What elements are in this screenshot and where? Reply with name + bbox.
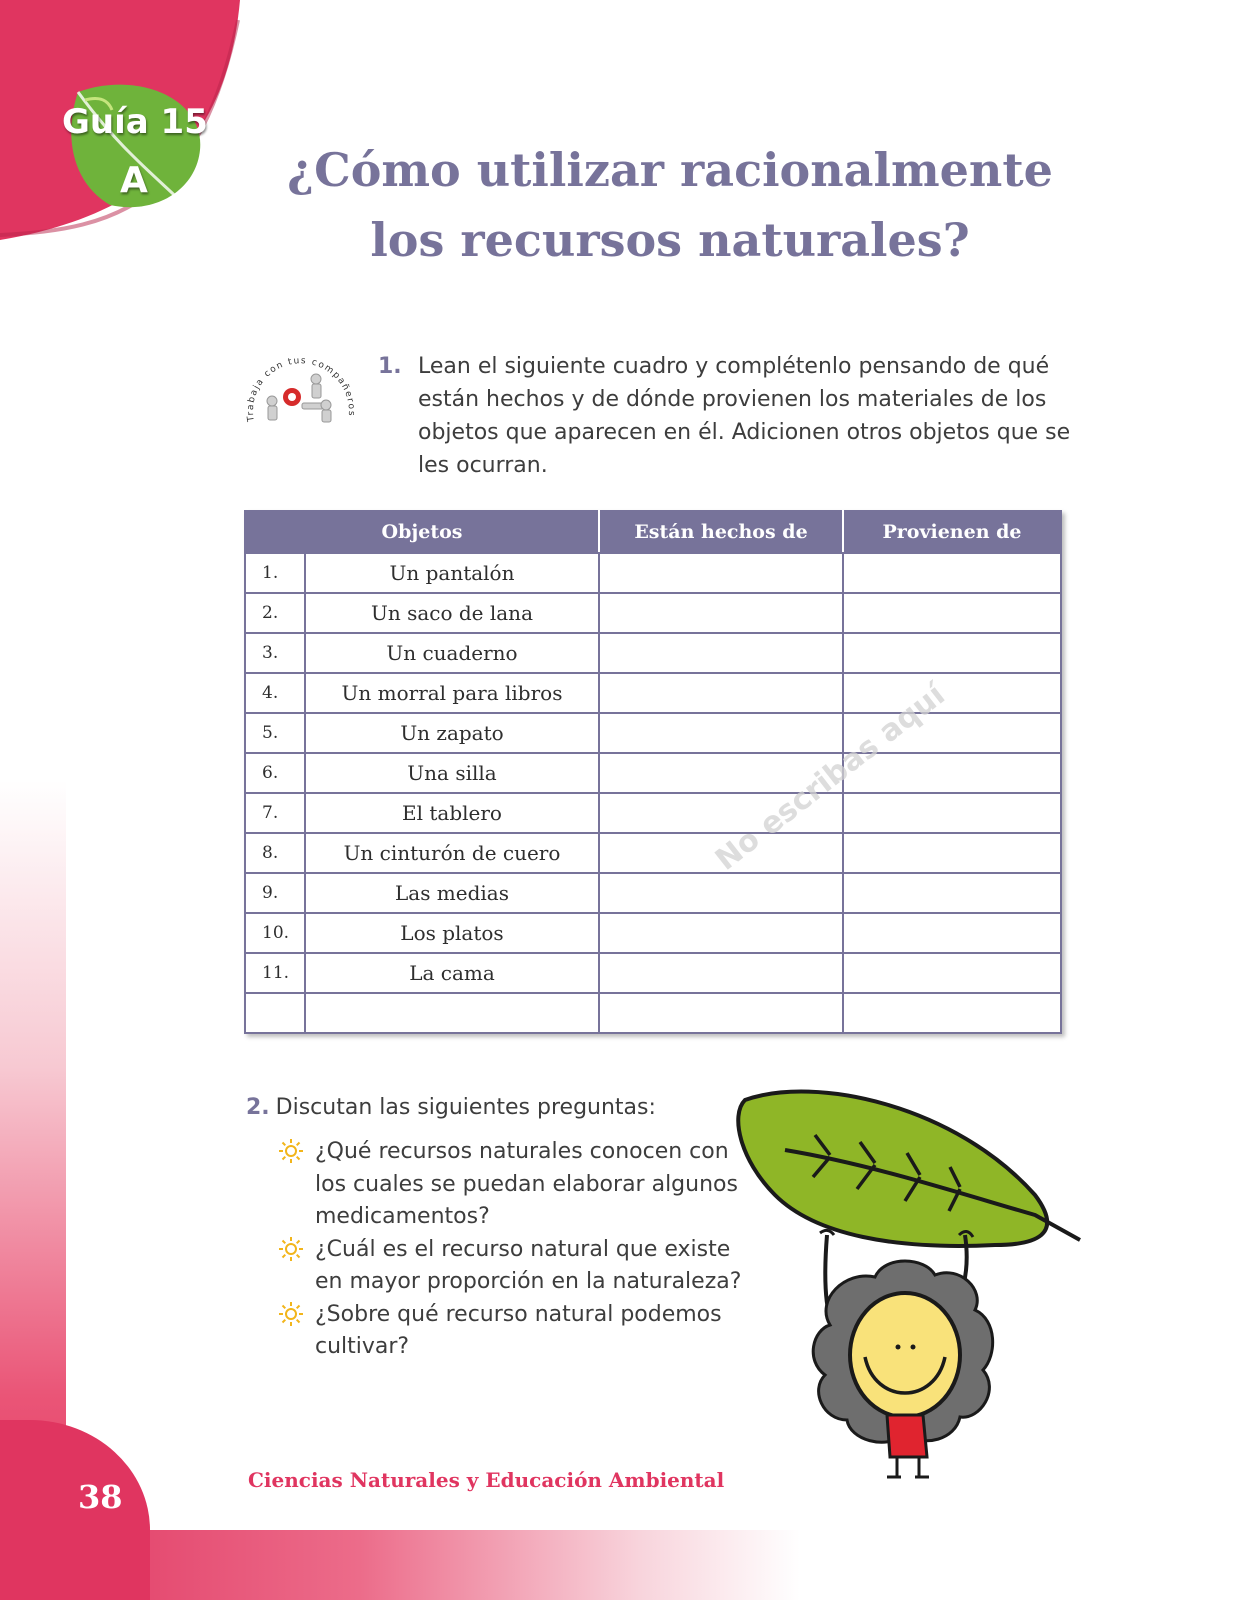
table-row [245,673,1061,713]
row-made-of-cell[interactable] [599,913,843,953]
row-number: 2. [245,593,305,633]
row-number: 1. [245,553,305,593]
table-row [245,753,1061,793]
row-object: Los platos [305,913,599,953]
bullet-text: ¿Sobre qué recurso natural podemos cultivar? [315,1301,722,1359]
table-row [245,913,1061,953]
row-comes-from-cell[interactable] [843,913,1061,953]
row-comes-from-cell[interactable] [843,673,1061,713]
question-1 [378,350,1084,482]
row-made-of-cell[interactable] [599,953,843,993]
table-row [245,713,1061,753]
table-row [245,553,1061,593]
row-comes-from-cell[interactable] [843,833,1061,873]
row-made-of-cell[interactable] [599,633,843,673]
guide-label: Guía 15 [62,102,208,142]
question-2 [246,1095,656,1120]
page-title [250,135,1090,275]
bullet-text: ¿Qué recursos naturales conocen con los cuales se puedan elaborar algunos medicamentos? [315,1139,738,1229]
row-object: Un cinturón de cuero [305,833,599,873]
row-comes-from-cell[interactable] [843,553,1061,593]
row-made-of-cell[interactable] [599,593,843,633]
row-made-of-cell[interactable] [599,753,843,793]
teamwork-badge-icon [240,343,360,438]
bullet-text: ¿Cuál es el recurso natural que existe en mayor proporción en la naturaleza? [315,1236,742,1294]
row-number: 4. [245,673,305,713]
title-line-1: ¿Cómo utilizar racionalmente [287,143,1053,197]
header-objetos: Objetos [245,511,599,553]
table-row [245,833,1061,873]
question-1-text: Lean el siguiente cuadro y complétenlo pensando de qué están hechos y de dónde provienen los materiales de los objetos que aparecen en él. Adicionen otros objetos que se les ocurran. [418,354,1071,478]
sun-bullet-icon [278,1236,304,1262]
table-row [245,793,1061,833]
sun-bullet-icon [278,1138,304,1164]
row-comes-from-cell[interactable] [843,873,1061,913]
row-object: La cama [305,953,599,993]
row-number: 3. [245,633,305,673]
row-made-of-cell[interactable] [599,833,843,873]
row-comes-from-cell[interactable] [843,633,1061,673]
sun-bullet-icon [278,1301,304,1327]
header-provienen-de: Provienen de [843,511,1061,553]
row-made-of-cell[interactable] [599,673,843,713]
row-object: Un saco de lana [305,593,599,633]
header-estan-hechos-de: Están hechos de [599,511,843,553]
row-object: Un morral para libros [305,673,599,713]
table-row [245,633,1061,673]
table-row [245,993,1061,1033]
row-made-of-cell[interactable] [599,553,843,593]
row-number: 9. [245,873,305,913]
row-comes-from-cell[interactable] [843,993,1061,1033]
question-2-list [278,1136,748,1364]
table-row [245,593,1061,633]
row-comes-from-cell[interactable] [843,793,1061,833]
row-number: 10. [245,913,305,953]
row-object: Una silla [305,753,599,793]
objects-table [244,510,1062,1034]
page-number-corner [0,1420,150,1600]
row-number: 8. [245,833,305,873]
row-object: Un cuaderno [305,633,599,673]
row-number [245,993,305,1033]
row-object: Las medias [305,873,599,913]
row-comes-from-cell[interactable] [843,713,1061,753]
row-object [305,993,599,1033]
row-object: El tablero [305,793,599,833]
girl-with-leaf-illustration [735,1085,1095,1505]
row-number: 11. [245,953,305,993]
question-2-text: Discutan las siguientes preguntas: [275,1095,656,1120]
list-item [278,1299,748,1364]
row-object: Un zapato [305,713,599,753]
list-item [278,1234,748,1299]
row-number: 5. [245,713,305,753]
table-row [245,873,1061,913]
page-number: 38 [78,1478,123,1516]
row-comes-from-cell[interactable] [843,593,1061,633]
table-header-row [245,511,1061,553]
watermark: No escribas aquí [708,677,952,878]
row-made-of-cell[interactable] [599,793,843,833]
badge-text: Trabaja con tus compañeros [245,356,357,423]
table-row [245,953,1061,993]
guide-letter: A [120,160,148,201]
list-item [278,1136,748,1234]
question-1-number: 1. [378,354,402,379]
row-object: Un pantalón [305,553,599,593]
title-line-2: los recursos naturales? [370,213,970,267]
row-made-of-cell[interactable] [599,873,843,913]
question-2-number: 2. [246,1095,270,1120]
row-comes-from-cell[interactable] [843,753,1061,793]
row-number: 7. [245,793,305,833]
row-comes-from-cell[interactable] [843,953,1061,993]
footer-subject: Ciencias Naturales y Educación Ambiental [248,1468,725,1492]
row-made-of-cell[interactable] [599,993,843,1033]
row-made-of-cell[interactable] [599,713,843,753]
svg-text:Trabaja con tus compañeros [246,356,356,423]
row-number: 6. [245,753,305,793]
